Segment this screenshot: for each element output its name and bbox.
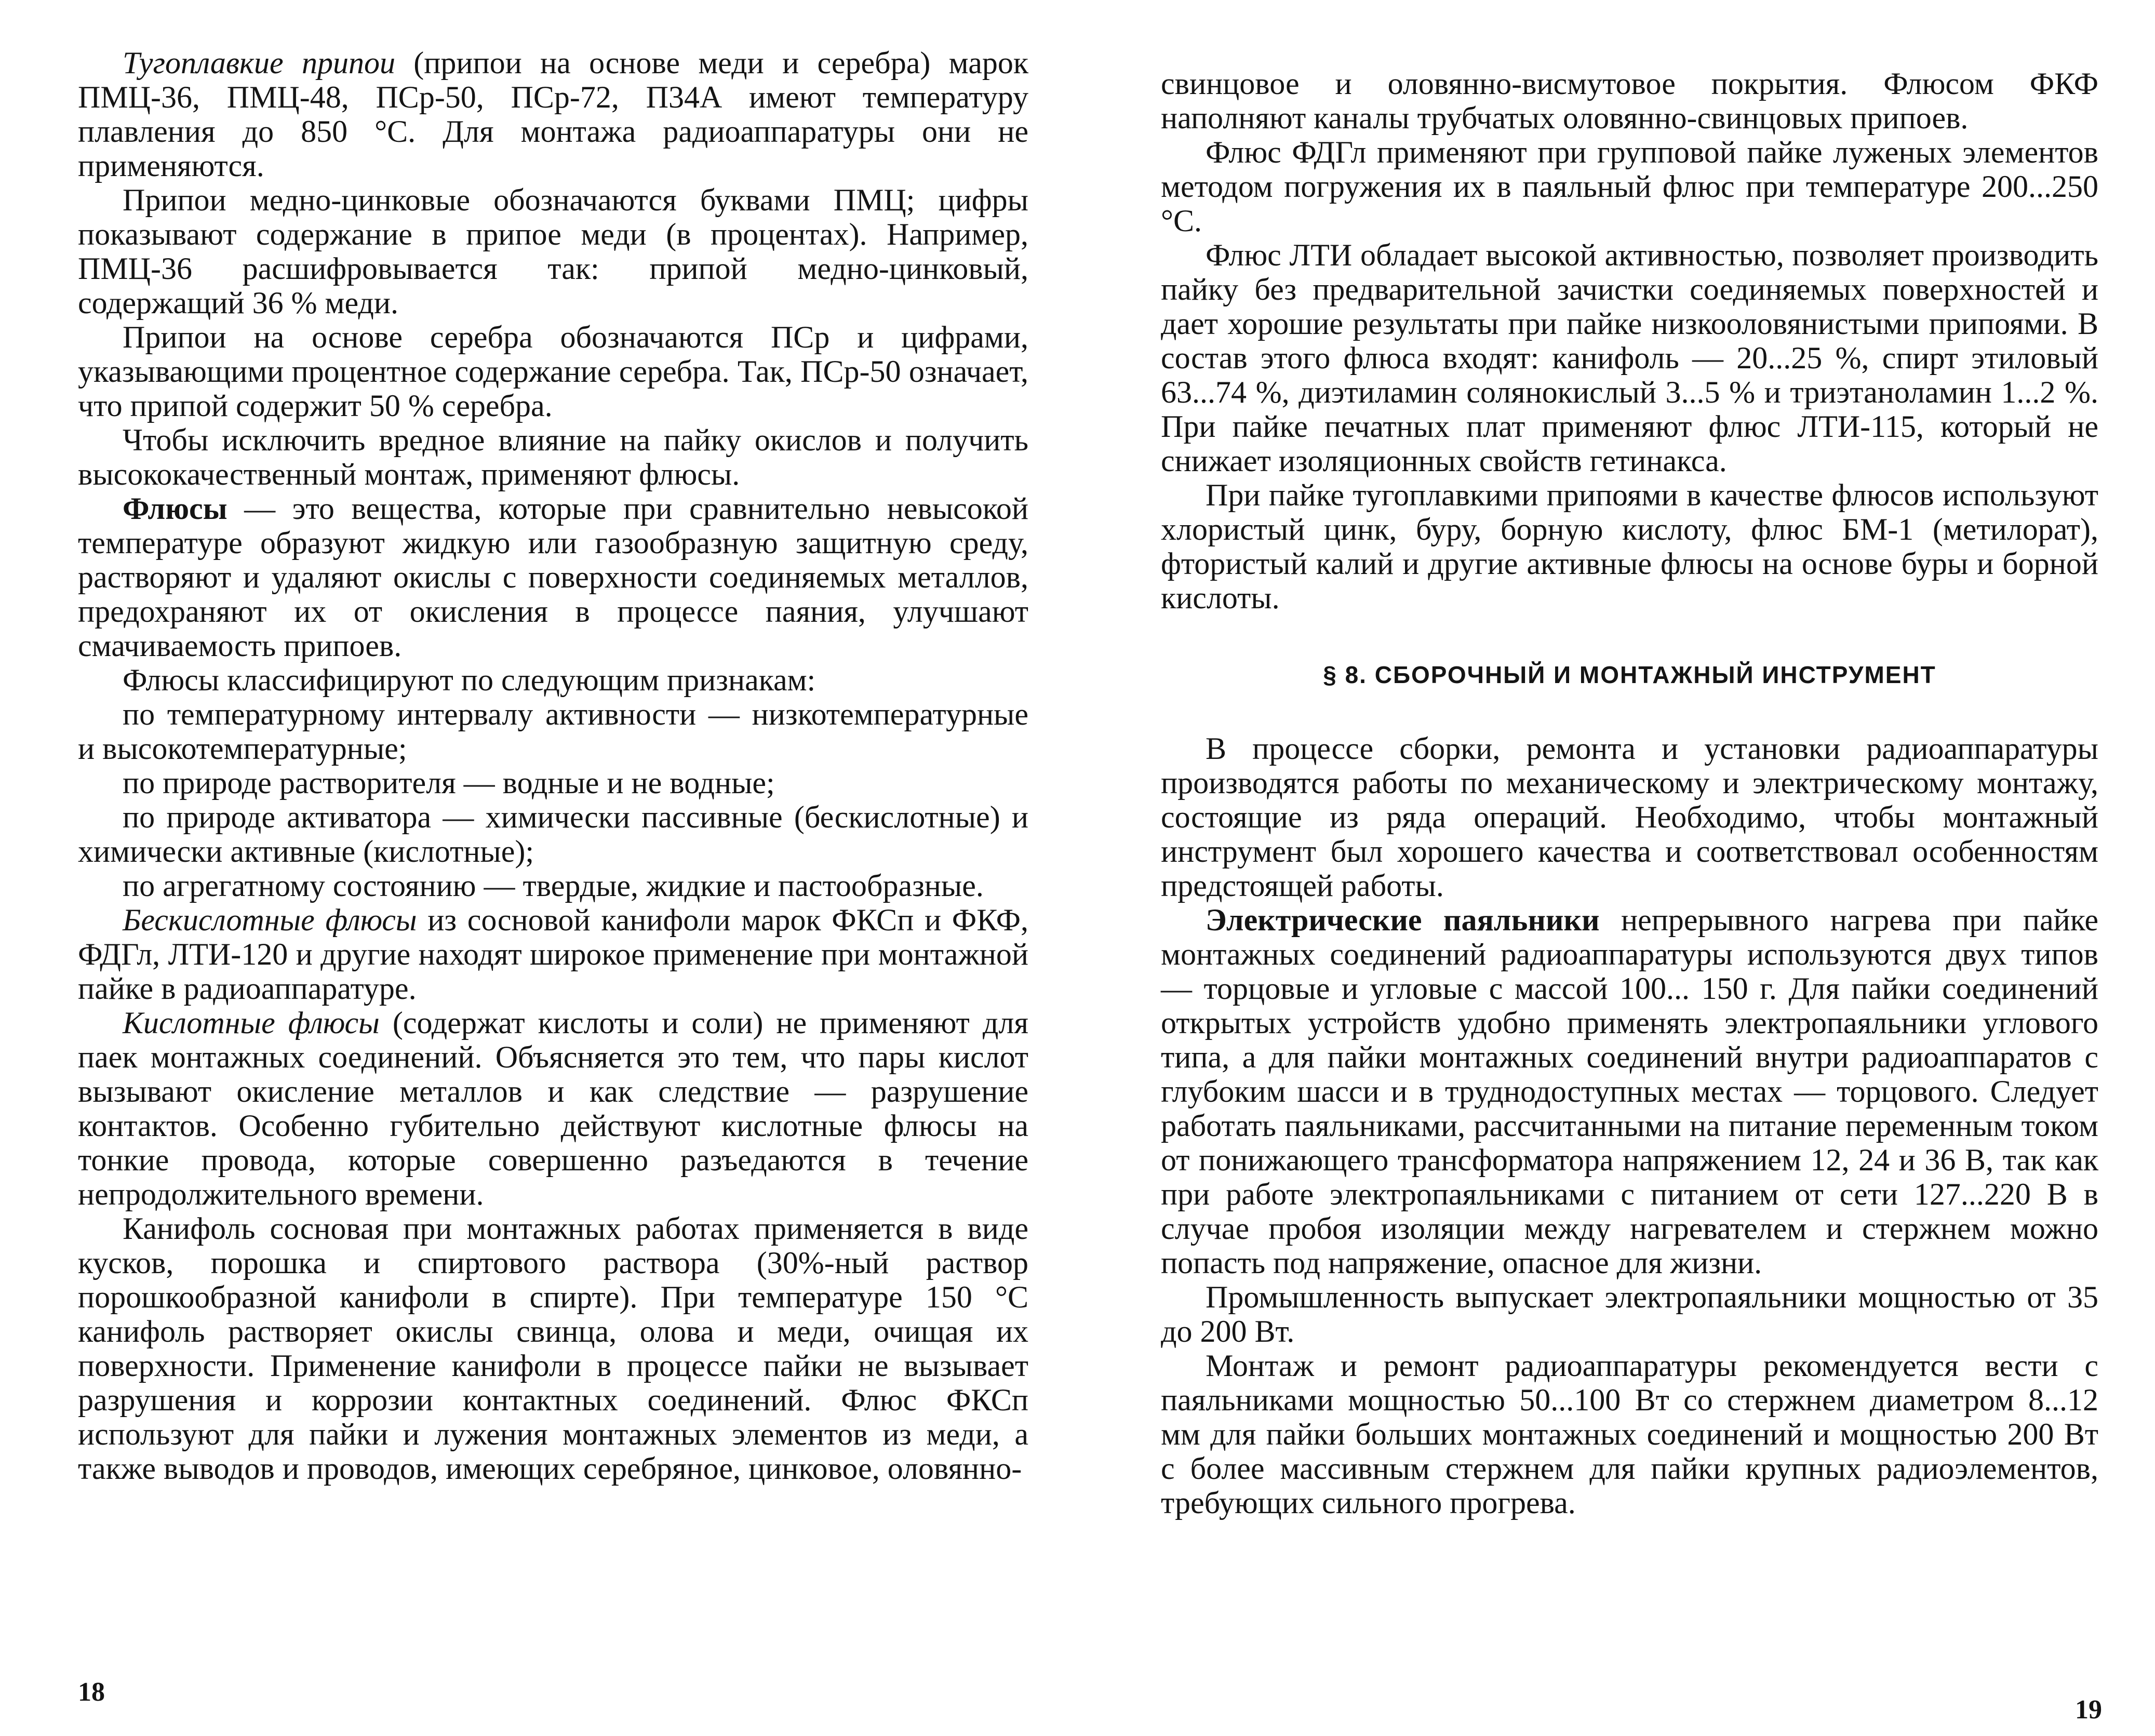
- paragraph: Промышленность выпускает электропаяльники мощностью от 35 до 200 Вт.: [1161, 1280, 2098, 1348]
- paragraph: по агрегатному состоянию — твердые, жидкие и пастообразные.: [123, 869, 984, 903]
- paragraph-text: непрерывного нагрева при пайке монтажных соединений радиоаппаратуры используются двух типов — торцовые и угловые с массой 100... 150 г. Для пайки соединений открытых устройств удобно применять электропаяльники углового типа, а для пайки монтажных соединений внутри радиоаппаратов с глубоким шасси и в труднодоступных местах — торцового. Следует работать паяльниками, рассчитанными на питание переменным током от понижающего трансформатора напряжением 12, 24 и 36 В, так как при работе электропаяльниками с питанием от сети 127...220 В в случае пробоя изоляции между нагревателем и стержнем можно попасть под напряжение, опасное для жизни.: [1161, 903, 2099, 1280]
- bold-term: Флюсы: [123, 491, 227, 526]
- paragraph-text: (припои на основе меди и серебра) марок ПМЦ-36, ПМЦ-48, ПСр-50, ПСр-72, П34А имеют температуру плавления до 850 °С. Для монтажа радиоаппаратуры они не применяются.: [78, 46, 1028, 183]
- paragraph-text: — это вещества, которые при сравнительно невысокой температуре образуют жидкую или газообразную защитную среду, растворяют и удаляют окислы с поверхности соединяемых металлов, предохраняют их от окисления в процессе паяния, улучшают смачиваемость припоев.: [78, 491, 1028, 663]
- paragraph: [1161, 903, 2098, 1280]
- paragraph: по температурному интервалу активности — низкотемпературные и высокотемпературные;: [78, 697, 1028, 766]
- paragraph: [78, 1006, 1028, 1211]
- paragraph: Флюс ФДГл применяют при групповой пайке луженых элементов методом погружения их в паяльный флюс при температуре 200...250 °С.: [1161, 135, 2098, 238]
- section-heading: § 8. СБОРОЧНЫЙ И МОНТАЖНЫЙ ИНСТРУМЕНТ: [1323, 661, 1936, 688]
- italic-term: Тугоплавкие припои: [123, 46, 395, 80]
- paragraph: Припои на основе серебра обозначаются ПСр и цифрами, указывающими процентное содержание серебра. Так, ПСр-50 означает, что припой содержит 50 % серебра.: [78, 320, 1028, 423]
- paragraph: Монтаж и ремонт радиоаппаратуры рекомендуется вести с паяльниками мощностью 50...100 Вт со стержнем диаметром 8...12 мм для пайки больших монтажных соединений и мощностью 200 Вт с более массивным стержнем для пайки крупных радиоэлементов, требующих сильного прогрева.: [1161, 1348, 2098, 1520]
- paragraph: [78, 46, 1028, 183]
- page-number: 18: [78, 1677, 105, 1707]
- bold-term: Электрические паяльники: [1206, 903, 1600, 937]
- paragraph: Канифоль сосновая при монтажных работах применяется в виде кусков, порошка и спиртового раствора (30%-ный раствор порошкообразной канифоли в спирте). При температуре 150 °С канифоль растворяет окислы свинца, олова и меди, очищая их поверхности. Применение канифоли в процессе пайки не вызывает разрушения и коррозии контактных соединений. Флюс ФКСп используют для пайки и лужения монтажных элементов из меди, а также выводов и проводов, имеющих серебряное, цинковое, оловянно-: [78, 1211, 1028, 1486]
- paragraph-text: из сосновой канифоли марок ФКСп и ФКФ, ФДГл, ЛТИ-120 и другие находят широкое применение при монтажной пайке в радиоаппаратуре.: [78, 903, 1028, 1006]
- paragraph: по природе растворителя — водные и не водные;: [123, 766, 775, 800]
- paragraph: При пайке тугоплавкими припоями в качестве флюсов используют хлористый цинк, буру, борную кислоту, флюс БМ-1 (метилорат), фтористый калий и другие активные флюсы на основе буры и борной кислоты.: [1161, 478, 2098, 615]
- paragraph: В процессе сборки, ремонта и установки радиоаппаратуры производятся работы по механическому и электрическому монтажу, состоящие из ряда операций. Необходимо, чтобы монтажный инструмент был хорошего качества и соответствовал особенностям предстоящей работы.: [1161, 731, 2098, 903]
- paragraph-text: (содержат кислоты и соли) не применяют для паек монтажных соединений. Объясняется это тем, что пары кислот вызывают окисление металлов и как следствие — разрушение контактов. Особенно губительно действуют кислотные флюсы на тонкие провода, которые совершенно разъедаются в течение непродолжительного времени.: [78, 1006, 1028, 1211]
- right-page: [1078, 0, 2155, 1736]
- paragraph: [78, 903, 1028, 1006]
- paragraph: Чтобы исключить вредное влияние на пайку окислов и получить высококачественный монтаж, применяют флюсы.: [78, 423, 1028, 491]
- left-text-column: [78, 46, 1028, 1486]
- italic-term: Кислотные флюсы: [123, 1006, 380, 1040]
- italic-term: Бескислотные флюсы: [123, 903, 417, 937]
- paragraph: Флюсы классифицируют по следующим признакам:: [123, 663, 816, 697]
- paragraph: [78, 491, 1028, 663]
- paragraph: Припои медно-цинковые обозначаются буквами ПМЦ; цифры показывают содержание в припое меди (в процентах). Например, ПМЦ-36 расшифровывается так: припой медно-цинковый, содержащий 36 % меди.: [78, 183, 1028, 320]
- page-number: 19: [2075, 1695, 2102, 1725]
- paragraph: по природе активатора — химически пассивные (бескислотные) и химически активные (кислотные);: [78, 800, 1028, 869]
- paragraph: свинцовое и оловянно-висмутовое покрытия. Флюсом ФКФ наполняют каналы трубчатых оловянно-свинцовых припоев.: [1161, 66, 2098, 135]
- right-text-column: [1161, 66, 2098, 1520]
- paragraph: Флюс ЛТИ обладает высокой активностью, позволяет производить пайку без предварительной зачистки соединяемых поверхностей и дает хорошие результаты при пайке низкооловянистыми припоями. В состав этого флюса входят: канифоль — 20...25 %, спирт этиловый 63...74 %, диэтиламин солянокислый 3...5 % и триэтаноламин 1...2 %. При пайке печатных плат применяют флюс ЛТИ-115, который не снижает изоляционных свойств гетинакса.: [1161, 238, 2098, 478]
